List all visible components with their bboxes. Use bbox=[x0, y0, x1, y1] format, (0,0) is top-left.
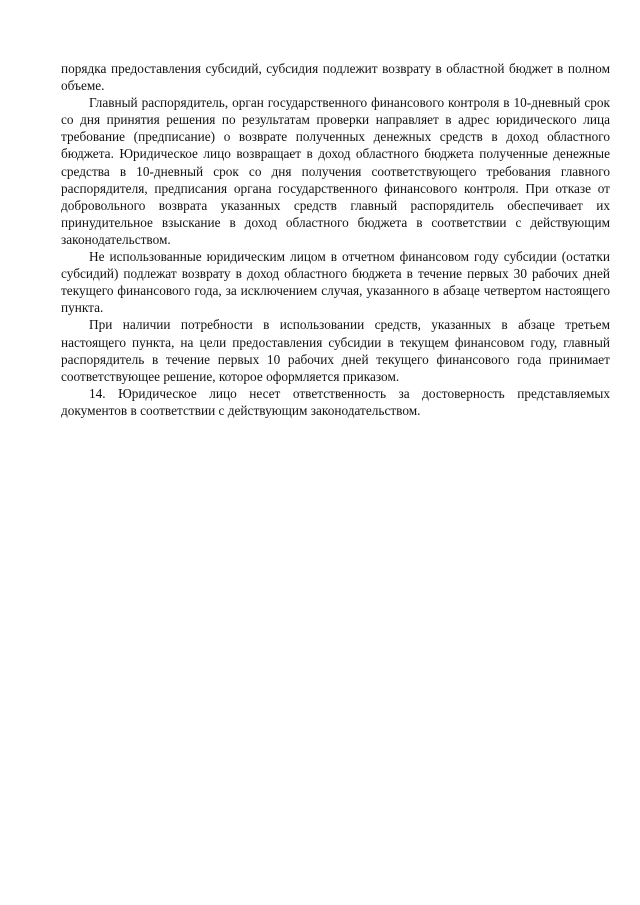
paragraph-continuation: порядка предоставления субсидий, субсидия подлежит возврату в областной бюджет в полном объеме. bbox=[61, 61, 610, 94]
paragraph-item-14: 14. Юридическое лицо несет ответственность за достоверность представляемых документов в соответствии с действующим законодательством. bbox=[61, 385, 610, 418]
document-body bbox=[61, 60, 610, 419]
paragraph-funding-need: При наличии потребности в использовании средств, указанных в абзаце третьем настоящего пункта, на цели предоставления субсидии в текущем финансовом году, главный распорядитель в течение первых 10 рабочих дней текущего финансового года принимает соответствующее решение, которое оформляется приказом. bbox=[61, 317, 610, 384]
paragraph-unused-subsidies: Не использованные юридическим лицом в отчетном финансовом году субсидии (остатки субсидий) подлежат возврату в доход областного бюджета в течение первых 30 рабочих дней текущего финансового года, за исключением случая, указанного в абзаце четвертом настоящего пункта. bbox=[61, 249, 610, 316]
paragraph-return-requirement: Главный распорядитель, орган государственного финансового контроля в 10-дневный срок со дня принятия решения по результатам проверки направляет в адрес юридического лица требование (предписание) о возврате полученных денежных средств в доход областного бюджета. Юридическое лицо возвращает в доход областного бюджета полученные денежные средства в 10-дневный срок со дня получения соответствующего требования главного распорядителя, предписания органа государственного финансового контроля. При отказе от добровольного возврата указанных средств главный распорядитель обеспечивает их принудительное взыскание в доход областного бюджета в соответствии с действующим законодательством. bbox=[61, 95, 610, 247]
